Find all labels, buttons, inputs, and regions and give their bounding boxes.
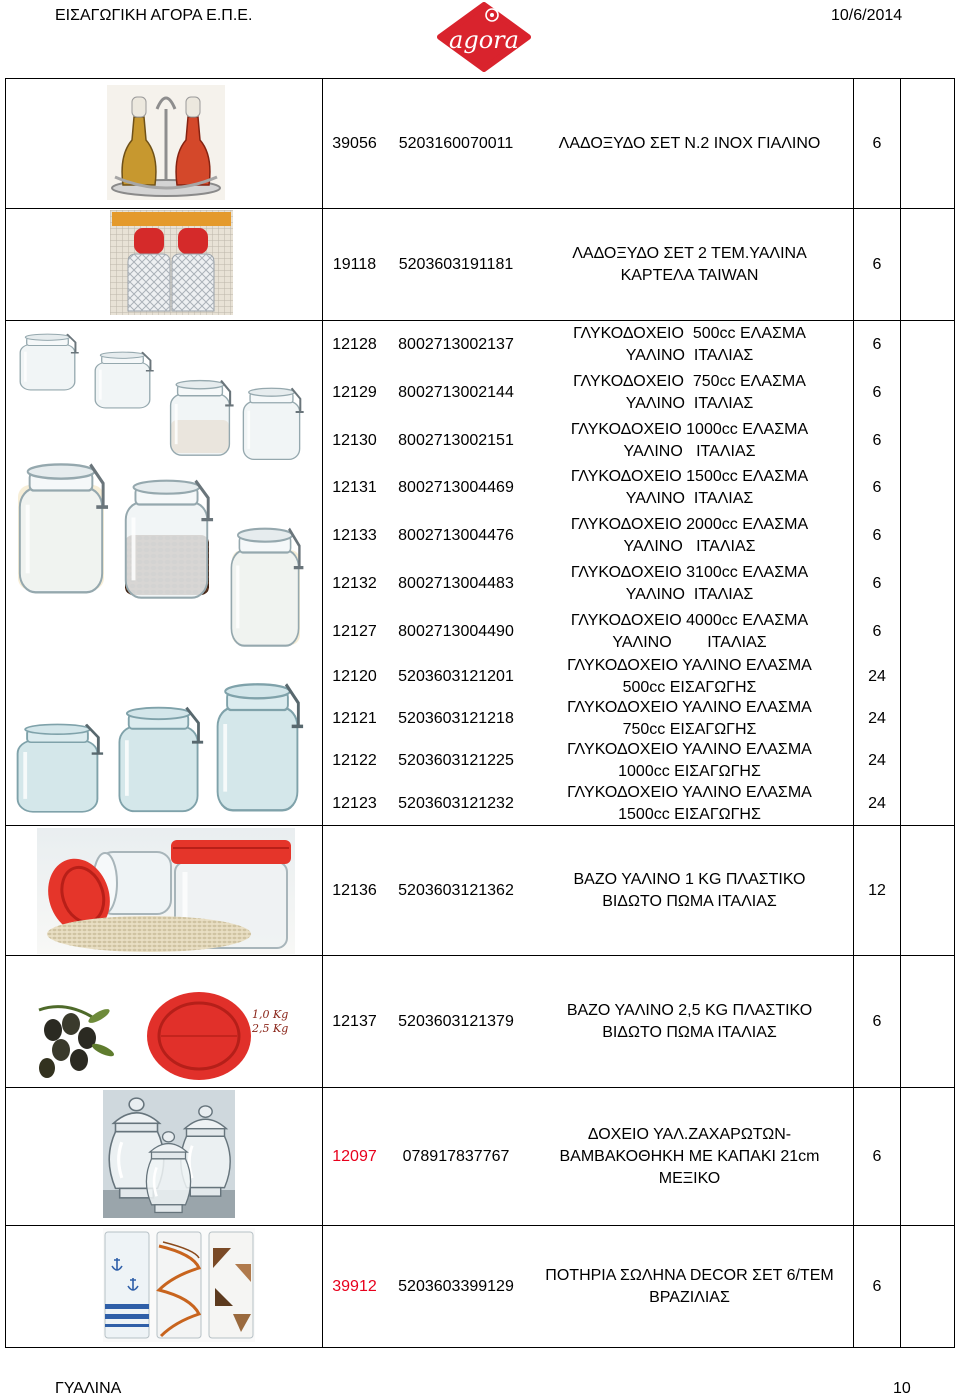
product-description: [526, 608, 854, 656]
empty-cell: [901, 209, 954, 320]
product-barcode: 5203603399129: [398, 1277, 514, 1295]
description-line: ΓΛΥΚΟΔΟΧΕΙΟ 500cc ΕΛΑΣΜΑ: [573, 325, 806, 342]
description-line: ΓΛΥΚΟΔΟΧΕΙΟ 2000cc ΕΛΑΣΜΑ: [570, 516, 809, 533]
product-barcode: 8002713002151: [398, 431, 514, 449]
product-barcode: 8002713004469: [398, 479, 514, 496]
empty-cell: [901, 698, 954, 740]
empty-cell: [901, 782, 954, 825]
product-image-cell: [6, 321, 323, 825]
empty-cell: [901, 417, 954, 464]
product-code: 12131: [332, 479, 377, 496]
product-code: 12129: [332, 384, 377, 401]
page-number: 10: [893, 1380, 911, 1397]
description-line: 1000cc ΕΙΣΑΓΩΓΗΣ: [618, 763, 761, 780]
product-quantity: 6: [854, 1226, 901, 1347]
description-line: ΥΑΛΙΝΟ ΙΤΑΛΙΑΣ: [625, 490, 754, 507]
glass-spiral: [157, 1232, 201, 1338]
red-lid: [147, 992, 251, 1080]
description-line: ΒΑΜΒΑΚΟΘΗΚΗ ΜΕ ΚΑΠΑΚΙ 21cm: [559, 1147, 820, 1165]
description-line: ΒΙΔΩΤΟ ΠΩΜΑ ΙΤΑΛΙΑΣ: [602, 1023, 777, 1041]
description-line: 1500cc ΕΙΣΑΓΩΓΗΣ: [618, 805, 761, 823]
product-code: 12120: [332, 668, 377, 685]
product-description: [526, 560, 854, 608]
product-subrow: [323, 321, 954, 369]
jar-red-plastic-lid-rice-image: [37, 828, 295, 954]
product-quantity: 6: [854, 608, 901, 656]
size-label: 2,5 Kg: [252, 1022, 289, 1035]
product-code: 39056: [332, 134, 377, 152]
product-quantity: 6: [854, 1088, 901, 1225]
description-line: 750cc ΕΙΣΑΓΩΓΗΣ: [622, 721, 757, 738]
description-line: ΓΛΥΚΟΔΟΧΕΙΟ ΥΑΛΙΝΟ ΕΛΑΣΜΑ: [567, 741, 812, 758]
product-table: [5, 78, 955, 1348]
product-barcode: 5203603191181: [398, 255, 514, 273]
product-description: [526, 464, 854, 512]
product-image-cell: [6, 956, 323, 1087]
product-subrow: [323, 464, 954, 512]
product-barcode: 5203160070011: [398, 134, 514, 152]
product-barcode: 5203603121201: [398, 668, 514, 685]
description-line: ΥΑΛΙΝΟ ΙΤΑΛΙΑΣ: [623, 538, 756, 555]
description-line: ΒΙΔΩΤΟ ΠΩΜΑ ΙΤΑΛΙΑΣ: [602, 892, 777, 910]
product-row: [6, 209, 954, 321]
description-line: ΥΑΛΙΝΟ ΙΤΑΛΙΑΣ: [625, 395, 754, 412]
product-quantity: 6: [854, 369, 901, 417]
red-lid-olives-image: [37, 990, 295, 1082]
product-description: [526, 321, 854, 369]
empty-cell: [901, 512, 954, 560]
product-description: [526, 656, 854, 698]
product-description: [526, 782, 854, 825]
product-row: [6, 1088, 954, 1226]
product-barcode: 8002713004490: [398, 623, 514, 640]
product-quantity: 6: [854, 560, 901, 608]
product-code: 12127: [332, 623, 377, 640]
agora-logo: [437, 2, 531, 72]
product-subrow: [323, 560, 954, 608]
empty-cell: [901, 656, 954, 698]
description-line: ΓΛΥΚΟΔΟΧΕΙΟ 4000cc ΕΛΑΣΜΑ: [570, 612, 809, 629]
product-subrow: [323, 656, 954, 698]
product-code: 39912: [332, 1277, 377, 1295]
description-line: ΓΛΥΚΟΔΟΧΕΙΟ 1500cc ΕΛΑΣΜΑ: [570, 468, 809, 485]
empty-cell: [901, 464, 954, 512]
product-quantity: 6: [854, 464, 901, 512]
product-description: [526, 826, 854, 955]
product-subrow: [323, 608, 954, 656]
description-line: ΒΑΖΟ ΥΑΛΙΝΟ 1 KG ΠΛΑΣΤΙΚΟ: [573, 870, 806, 888]
product-quantity: 6: [854, 512, 901, 560]
empty-cell: [901, 560, 954, 608]
product-description: [526, 698, 854, 740]
product-barcode: 8002713004483: [398, 575, 514, 592]
product-subrow: [323, 417, 954, 464]
product-description: [526, 209, 854, 320]
product-code: 12137: [332, 1012, 377, 1030]
product-row: [6, 1226, 954, 1347]
product-image-cell: [6, 826, 323, 955]
glass-geometric: [209, 1232, 253, 1338]
description-line: ΠΟΤΗΡΙΑ ΣΩΛΗΝΑ DECOR ΣΕΤ 6/ΤΕΜ: [545, 1266, 834, 1284]
product-quantity: 24: [854, 656, 901, 698]
description-line: ΒΡΑΖΙΛΙΑΣ: [649, 1288, 730, 1306]
shaker-right: [172, 228, 214, 311]
description-line: ΓΛΥΚΟΔΟΧΕΙΟ 750cc ΕΛΑΣΜΑ: [573, 373, 806, 390]
description-line: ΛΑΔΟΞΥΔΟ ΣΕΤ Ν.2 ΙΝΟΧ ΓΙΑΛΙΝΟ: [558, 134, 821, 152]
product-barcode: 078917837767: [402, 1147, 510, 1165]
product-description: [526, 740, 854, 782]
description-line: ΒΑΖΟ ΥΑΛΙΝΟ 2,5 KG ΠΛΑΣΤΙΚΟ: [566, 1001, 813, 1019]
description-line: ΥΑΛΙΝΟ ΙΤΑΛΙΑΣ: [625, 347, 754, 364]
description-line: ΓΛΥΚΟΔΟΧΕΙΟ 1000cc ΕΛΑΣΜΑ: [570, 420, 809, 438]
clip-top-glass-jars-image: [10, 325, 305, 815]
empty-cell: [901, 740, 954, 782]
product-barcode: 5203603121225: [398, 752, 514, 769]
empty-cell: [901, 956, 954, 1087]
description-line: ΥΑΛΙΝΟ ΙΤΑΛΙΑΣ: [612, 634, 767, 651]
document-date: 10/6/2014: [831, 7, 903, 24]
product-code: 12130: [332, 431, 377, 449]
description-line: ΔΟΧΕΙΟ ΥΑΛ.ΖΑΧΑΡΩΤΩΝ-: [587, 1125, 792, 1143]
product-image-cell: [6, 1226, 323, 1347]
product-code: 12097: [332, 1147, 377, 1165]
empty-cell: [901, 1088, 954, 1225]
product-subrows: [323, 321, 954, 825]
description-line: ΓΛΥΚΟΔΟΧΕΙΟ 3100cc ΕΛΑΣΜΑ: [570, 564, 809, 581]
product-quantity: 6: [854, 321, 901, 369]
oil-vinegar-shakers-card-image: [110, 210, 233, 315]
product-group-row: [6, 321, 954, 826]
product-barcode: 5203603121379: [398, 1012, 514, 1030]
description-line: ΥΑΛΙΝΟ ΙΤΑΛΙΑΣ: [625, 586, 754, 603]
product-quantity: 24: [854, 740, 901, 782]
product-description: [526, 417, 854, 464]
oil-vinegar-cruet-set-image: [107, 85, 225, 200]
product-code: 12128: [332, 336, 377, 353]
size-label: 1,0 Kg: [252, 1008, 289, 1021]
product-subrow: [323, 740, 954, 782]
product-row: [6, 826, 954, 956]
product-quantity: 6: [854, 417, 901, 464]
empty-cell: [901, 321, 954, 369]
product-row: [6, 956, 954, 1088]
glass-candy-jars-image: [103, 1090, 235, 1218]
description-line: ΓΛΥΚΟΔΟΧΕΙΟ ΥΑΛΙΝΟ ΕΛΑΣΜΑ: [567, 657, 812, 674]
product-code: 12136: [332, 881, 377, 899]
product-quantity: 24: [854, 782, 901, 825]
product-quantity: 24: [854, 698, 901, 740]
product-barcode: 8002713002137: [398, 336, 514, 353]
product-description: [526, 1226, 854, 1347]
product-image-cell: [6, 79, 323, 208]
product-code: 12123: [332, 794, 377, 812]
product-image-cell: [6, 209, 323, 320]
product-description: [526, 512, 854, 560]
product-description: [526, 956, 854, 1087]
empty-cell: [901, 1226, 954, 1347]
description-line: ΚΑΡΤΕΛΑ TAIWAN: [620, 266, 759, 284]
product-barcode: 5203603121362: [398, 881, 514, 899]
product-quantity: 6: [854, 209, 901, 320]
description-line: ΓΛΥΚΟΔΟΧΕΙΟ ΥΑΛΙΝΟ ΕΛΑΣΜΑ: [567, 699, 812, 716]
shaker-left: [128, 228, 170, 311]
description-line: 500cc ΕΙΣΑΓΩΓΗΣ: [622, 679, 757, 696]
product-code: 12132: [332, 575, 377, 592]
description-line: ΛΑΔΟΞΥΔΟ ΣΕΤ 2 ΤΕΜ.ΥΑΛΙΝΑ: [572, 244, 807, 262]
product-subrow: [323, 369, 954, 417]
product-quantity: 6: [854, 956, 901, 1087]
product-code: 19118: [332, 255, 377, 273]
product-barcode: 8002713004476: [398, 527, 514, 544]
product-code: 12122: [332, 752, 377, 769]
decor-tumbler-glasses-image: [103, 1228, 255, 1342]
empty-cell: [901, 826, 954, 955]
footer-category: ΓΥΑΛΙΝΑ: [55, 1380, 122, 1397]
description-line: ΥΑΛΙΝΟ ΙΤΑΛΙΑΣ: [623, 442, 756, 460]
product-image-cell: [6, 1088, 323, 1225]
product-barcode: 5203603121232: [398, 794, 514, 812]
product-barcode: 5203603121218: [398, 710, 514, 727]
product-barcode: 8002713002144: [398, 384, 514, 401]
product-quantity: 6: [854, 79, 901, 208]
product-row: [6, 79, 954, 209]
company-name: ΕΙΣΑΓΩΓΙΚΗ ΑΓΟΡΑ Ε.Π.Ε.: [55, 7, 253, 24]
product-description: [526, 79, 854, 208]
glass-anchor-stripes: [105, 1232, 149, 1338]
product-subrow: [323, 512, 954, 560]
logo-text: agora: [449, 26, 519, 54]
description-line: ΜΕΞΙΚΟ: [658, 1169, 721, 1187]
product-quantity: 12: [854, 826, 901, 955]
description-line: ΓΛΥΚΟΔΟΧΕΙΟ ΥΑΛΙΝΟ ΕΛΑΣΜΑ: [567, 783, 812, 801]
product-description: [526, 369, 854, 417]
product-code: 12121: [332, 710, 377, 727]
product-code: 12133: [332, 527, 377, 544]
empty-cell: [901, 608, 954, 656]
product-subrow: [323, 698, 954, 740]
product-description: [526, 1088, 854, 1225]
product-subrow: [323, 782, 954, 825]
empty-cell: [901, 79, 954, 208]
empty-cell: [901, 369, 954, 417]
